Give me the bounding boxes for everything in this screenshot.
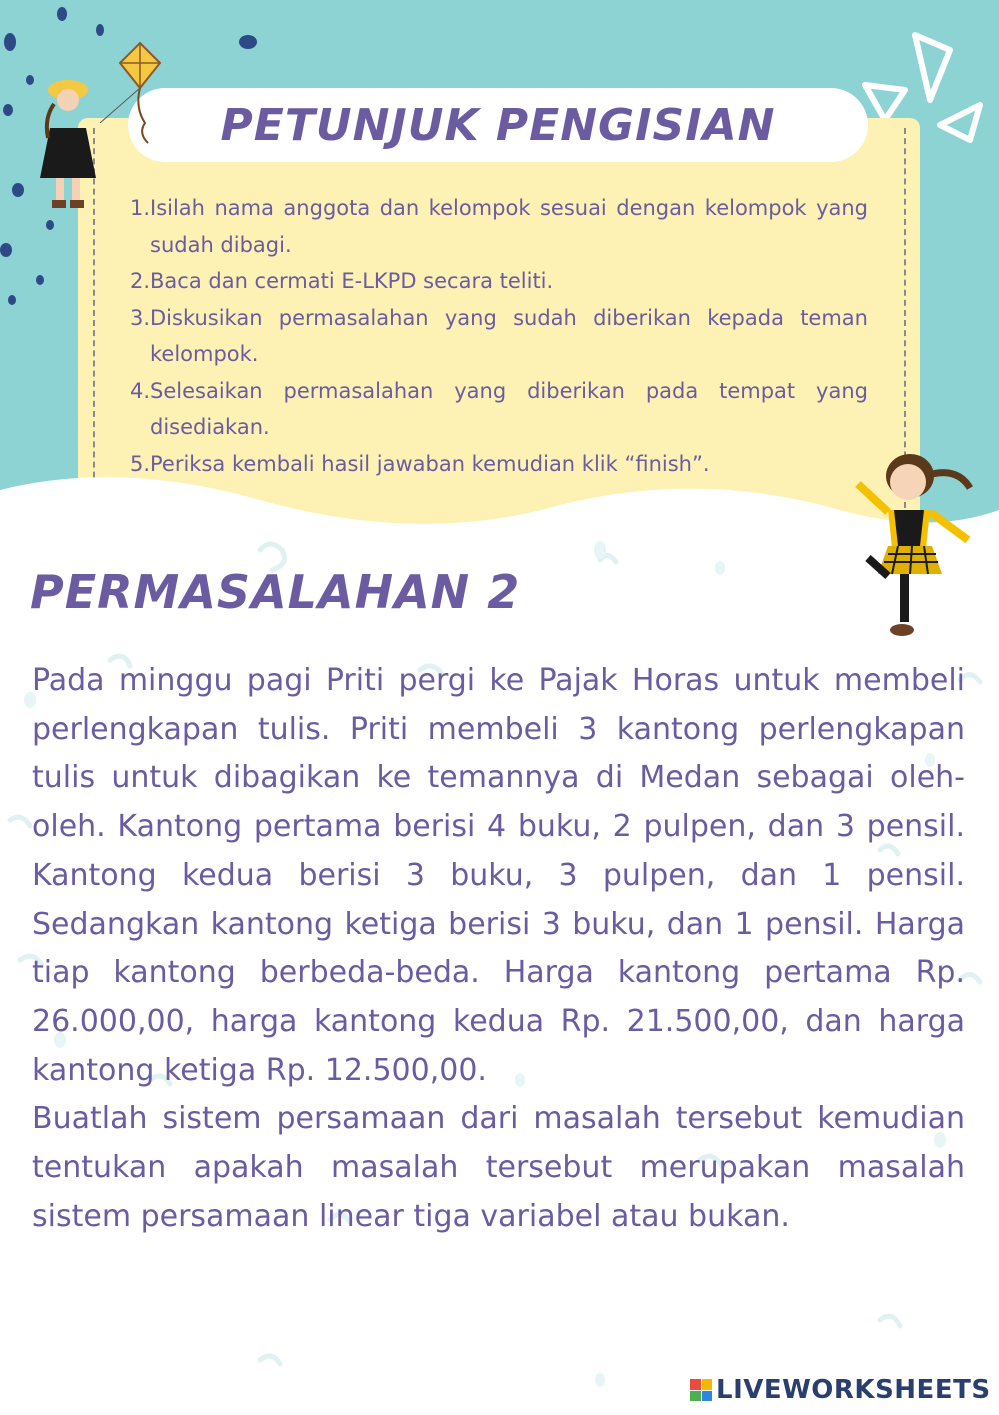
list-item: [130, 263, 868, 300]
instruction-list: [130, 190, 868, 482]
list-item: [130, 300, 868, 373]
list-item-text: Baca dan cermati E-LKPD secara teliti.: [150, 269, 554, 293]
list-item: [130, 190, 868, 263]
list-number: 1.: [130, 196, 151, 220]
title-pill: [128, 88, 868, 162]
page-title: PETUNJUK PENGISIAN: [220, 99, 776, 151]
section-title: PERMASALAHAN 2: [30, 565, 521, 619]
list-item-text: Diskusikan permasalahan yang sudah diberikan kepada teman kelompok.: [150, 305, 868, 366]
list-number: 4.: [130, 378, 151, 403]
dot-decoration-top: [230, 28, 270, 58]
problem-text: [32, 657, 965, 1241]
problem-paragraph-2: Buatlah sistem persamaan dari masalah tersebut kemudian tentukan apakah masalah tersebut merupakan masalah sistem persamaan linear tiga variabel atau bukan.: [32, 1101, 965, 1234]
list-item-text: Isilah nama anggota dan kelompok sesuai dengan kelompok yang sudah dibagi.: [150, 196, 868, 257]
liveworksheets-brand[interactable]: [690, 1374, 991, 1406]
problem-paragraph-1: Pada minggu pagi Priti pergi ke Pajak Horas untuk membeli perlengkapan tulis. Priti membeli 3 kantong perlengkapan tulis untuk dibagikan ke temannya di Medan sebagai oleh-oleh. Kantong pertama berisi 4 buku, 2 pulpen, dan 3 pensil. Kantong kedua berisi 3 buku, 3 pulpen, dan 1 pensil. Sedangkan kantong ketiga berisi 3 buku, dan 1 pensil. Harga tiap kantong berbeda-beda. Harga kantong pertama Rp. 26.000,00, harga kantong kedua Rp. 21.500,00, dan harga kantong ketiga Rp. 12.500,00.: [32, 663, 965, 1088]
brand-name: LIVEWORKSHEETS: [716, 1375, 991, 1405]
list-item-text: Periksa kembali hasil jawaban kemudian klik “finish”.: [150, 451, 710, 476]
list-number: 2.: [130, 269, 151, 293]
list-item: [130, 373, 868, 446]
list-number: 5.: [130, 451, 151, 476]
liveworksheets-logo-icon: [690, 1379, 712, 1401]
list-number: 3.: [130, 305, 151, 330]
list-item-text: Selesaikan permasalahan yang diberikan pada tempat yang disediakan.: [150, 378, 868, 439]
